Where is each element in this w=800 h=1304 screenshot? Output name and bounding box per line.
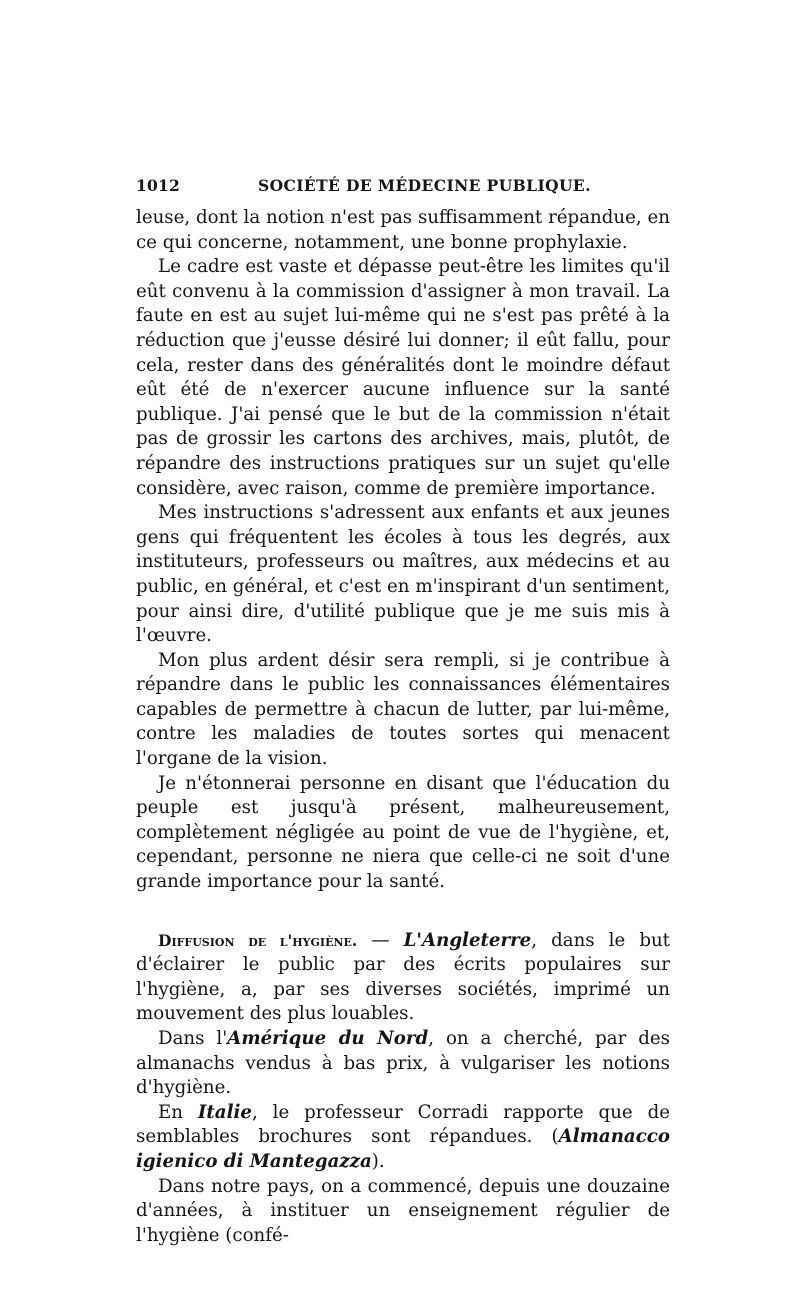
paragraph-italy	[136, 1101, 670, 1175]
paragraph-lead: Dans l'	[158, 1028, 228, 1049]
paragraph-our-country: Dans notre pays, on a commencé, depuis une douzaine d'années, à instituer un enseignement régulier de l'hygiène (confé-	[136, 1175, 670, 1246]
paragraph-text: , le professeur Corradi rapporte que de semblables brochures sont répandues. (	[136, 1101, 670, 1148]
page-number: 1012	[136, 176, 180, 195]
paragraph-scope: Le cadre est vaste et dépasse peut-être les limites qu'il eût convenu à la commission d'assigner à mon travail. La faute en est au sujet lui-même qui ne s'est pas prêté à la réduction que j'eusse désiré lui donner; il eût fallu, pour cela, rester dans des généralités dont le moindre défaut eût été de n'exercer aucune influence sur la santé publique. J'ai pensé que le but de la commission n'était pas de grossir les cartons des archives, mais, plutôt, de répandre des instructions pratiques sur un sujet qu'elle considère, avec raison, comme de première importance.	[136, 256, 670, 499]
paragraph-lead: En	[158, 1101, 198, 1123]
paragraph-education: Je n'étonnerai personne en disant que l'éducation du peuple est jusqu'à présent, malheureusement, complètement négligée au point de vue de l'hygiène, et, cependant, personne ne niera que celle-ci ne soit d'une grande importance pour la santé.	[136, 772, 670, 893]
country-england: L'Angleterre	[403, 929, 532, 951]
paragraph-text: , on a cherché, par des almanachs vendus à bas prix, à vulgariser les notions d'hygiène.	[136, 1028, 670, 1099]
paragraph-north-america	[136, 1027, 670, 1101]
body-text	[136, 206, 670, 1248]
country-italy: Italie	[197, 1101, 252, 1123]
section-dash: —	[357, 929, 404, 951]
section-text: , dans le but d'éclairer le public par des écrits populaires sur l'hygiène, a, par ses diverses sociétés, imprimé un mouvement des plus louables.	[136, 929, 670, 1025]
almanac-title: Almanacco igienico di Mantegazza	[136, 1126, 670, 1172]
running-head	[136, 176, 670, 200]
section-heading: Diffusion de l'hygiène.	[158, 930, 358, 950]
paragraph-continued: leuse, dont la notion n'est pas suffisamment répandue, en ce qui concerne, notamment, une bonne prophylaxie.	[136, 207, 670, 253]
paragraph-desire: Mon plus ardent désir sera rempli, si je contribue à répandre dans le public les connaissances élémentaires capables de permettre à chacun de lutter, par lui-même, contre les maladies de toutes sortes qui menacent l'organe de la vision.	[136, 649, 670, 770]
country-north-america: Amérique du Nord	[227, 1028, 429, 1049]
section-diffusion	[136, 929, 670, 1027]
running-title: SOCIÉTÉ DE MÉDECINE PUBLIQUE.	[258, 176, 591, 195]
paragraph-audience: Mes instructions s'adressent aux enfants et aux jeunes gens qui fréquentent les écoles à tous les degrés, aux instituteurs, professeurs ou maîtres, aux médecins et au public, en général, et c'est en m'inspirant d'un sentiment, pour ainsi dire, d'utilité publique que je me suis mis à l'œuvre.	[136, 502, 670, 647]
paragraph-end: ).	[371, 1150, 385, 1172]
